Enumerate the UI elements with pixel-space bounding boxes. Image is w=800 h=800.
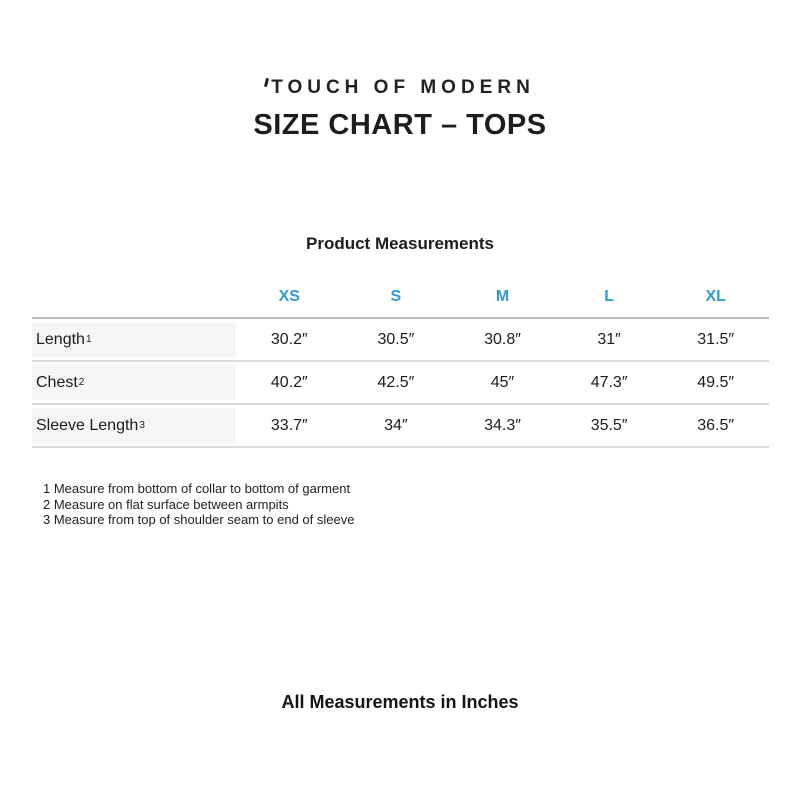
measurement-cell: 47.3″ bbox=[590, 373, 628, 391]
row-label-text: Length bbox=[36, 330, 85, 348]
measurements-table bbox=[32, 276, 769, 448]
footnote-line-2: 2 Measure on flat surface between armpits bbox=[43, 496, 289, 512]
measurement-cell: 36.5″ bbox=[697, 416, 735, 434]
measurement-cell: 31.5″ bbox=[697, 330, 735, 348]
footer-note: All Measurements in Inches bbox=[281, 692, 519, 712]
row-label: Chest 2 bbox=[32, 362, 236, 403]
brand-header bbox=[0, 74, 800, 99]
size-column-header-s: S bbox=[390, 287, 402, 305]
size-header-row bbox=[32, 276, 769, 319]
measurement-cell: 34″ bbox=[384, 416, 408, 434]
measurement-cell: 45″ bbox=[490, 373, 515, 391]
measurement-cell: 30.2″ bbox=[270, 330, 308, 348]
measurement-cell: 33.7″ bbox=[270, 416, 308, 434]
measurement-cell: 49.5″ bbox=[697, 373, 735, 391]
row-label-text: Sleeve Length bbox=[36, 416, 139, 434]
logo-tick-icon bbox=[264, 78, 269, 87]
measurement-cell: 30.8″ bbox=[484, 330, 521, 348]
size-column-header-xs: XS bbox=[278, 287, 300, 305]
row-label-text: Chest bbox=[36, 373, 78, 391]
table-row-chest bbox=[32, 362, 769, 405]
table-row-length bbox=[32, 319, 769, 362]
measurement-cell: 42.5″ bbox=[377, 373, 415, 391]
size-header-spacer bbox=[32, 276, 236, 317]
measurement-cell: 31″ bbox=[597, 330, 621, 348]
brand-logo-text: TOUCH OF MODERN bbox=[271, 77, 535, 98]
footnotes bbox=[43, 481, 354, 528]
row-label: Sleeve Length 3 bbox=[32, 405, 236, 446]
size-column-header-xl: XL bbox=[705, 287, 726, 305]
footnote-line-3: 3 Measure from top of shoulder seam to end of sleeve bbox=[43, 512, 355, 527]
size-column-header-l: L bbox=[604, 287, 614, 305]
table-row-sleeve-length bbox=[32, 405, 769, 448]
footnote-line-1: 1 Measure from bottom of collar to bottom of garment bbox=[43, 481, 351, 496]
measurement-cell: 40.2″ bbox=[270, 373, 308, 391]
measurement-cell: 30.5″ bbox=[377, 330, 415, 348]
row-label: Length 1 bbox=[32, 319, 236, 360]
page-title: SIZE CHART – TOPS bbox=[253, 109, 547, 141]
measurement-cell: 34.3″ bbox=[484, 416, 521, 434]
size-column-header-m: M bbox=[495, 287, 510, 305]
measurement-cell: 35.5″ bbox=[590, 416, 628, 434]
brand-logo bbox=[265, 77, 535, 99]
table-caption: Product Measurements bbox=[306, 234, 494, 253]
